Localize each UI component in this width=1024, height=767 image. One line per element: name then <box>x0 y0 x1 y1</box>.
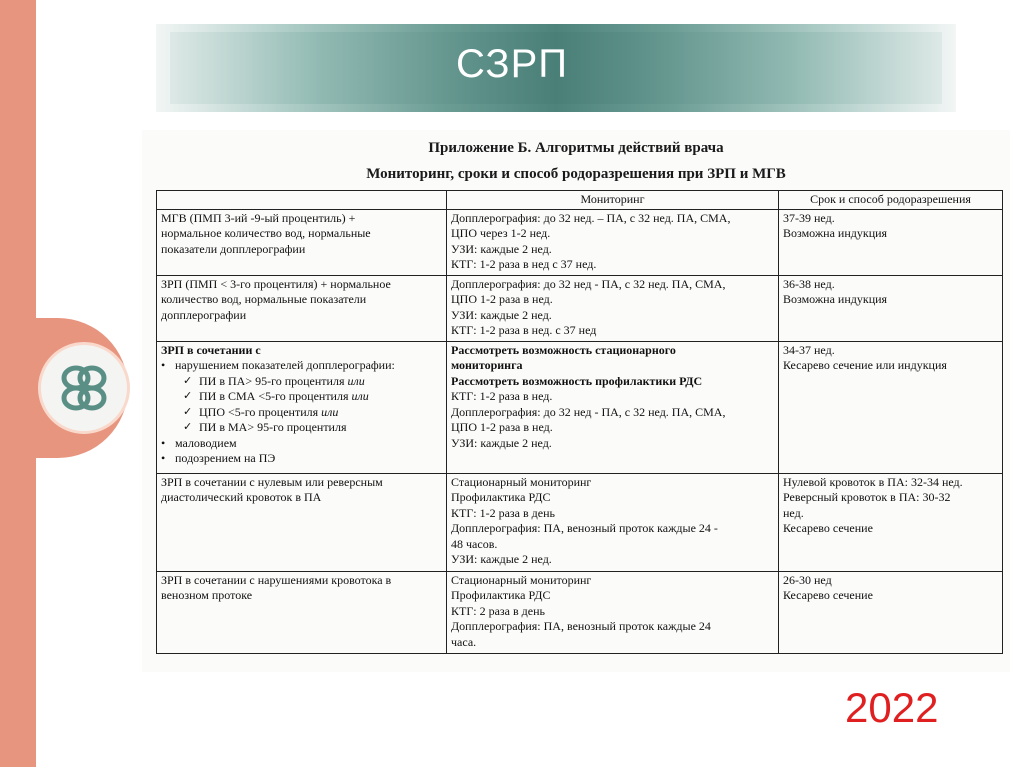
delivery-cell <box>779 473 1003 571</box>
cell-line: Возможна индукция <box>783 226 888 240</box>
check-text: ПИ в СМА <5-го процентиля <box>199 389 349 403</box>
table-header-row <box>157 191 1003 210</box>
cell-line: КТГ: 1-2 раза в нед с 37 нед. <box>451 257 597 271</box>
document-subheading: Мониторинг, сроки и способ родоразрешения при ЗРП и МГВ <box>366 166 786 182</box>
condition-cell <box>157 275 447 341</box>
cell-line: нормальное количество вод, нормальные <box>161 226 371 240</box>
cell-line: ЗРП в сочетании с нулевым или реверсным <box>161 474 383 489</box>
column-header-delivery: Срок и способ родоразрешения <box>779 191 1003 210</box>
cell-line: КТГ: 1-2 раза в день <box>451 505 555 520</box>
cell-line: УЗИ: каждые 2 нед. <box>451 552 552 566</box>
monitoring-cell <box>447 275 779 341</box>
cell-line: Стационарный мониторинг <box>451 572 592 587</box>
table-row <box>157 341 1003 473</box>
delivery-cell <box>779 571 1003 653</box>
cell-line: Кесарево сечение или индукция <box>783 358 947 372</box>
check-item <box>161 374 442 390</box>
cell-line: УЗИ: каждые 2 нед. <box>451 435 552 450</box>
cell-line: количество вод, нормальные показатели <box>161 292 367 306</box>
cell-line: МГВ (ПМП 3-ий -9-ый процентиль) + <box>161 210 356 225</box>
cell-line: Рассмотреть возможность профилактики РДС <box>451 373 703 388</box>
cell-line: УЗИ: каждые 2 нед. <box>451 307 552 322</box>
cell-line: показатели допплерографии <box>161 241 306 256</box>
cell-line: Допплерография: до 32 нед. – ПА, с 32 нед. ПА, СМА, <box>451 210 731 225</box>
monitoring-cell <box>447 571 779 653</box>
cell-line: Допплерография: ПА, венозный проток каждые 24 - <box>451 521 718 535</box>
check-text: ПИ в ПА> 95-го процентиля <box>199 373 345 388</box>
slide-title: СЗРП <box>455 42 569 86</box>
cell-line: Кесарево сечение <box>783 521 873 535</box>
cell-line: Рассмотреть возможность стационарного <box>451 342 676 357</box>
cell-line: ЦПО через 1-2 нед. <box>451 226 551 240</box>
monitoring-cell <box>447 209 779 275</box>
bullet-item: • нарушением показателей допплерографии: <box>161 358 442 374</box>
cell-line: Возможна индукция <box>783 292 888 306</box>
cell-line: Допплерография: до 32 нед - ПА, с 32 нед. ПА, СМА, <box>451 276 726 291</box>
cell-line: Нулевой кровоток в ПА: 32-34 нед. <box>783 474 963 489</box>
cell-line: часа. <box>451 634 477 649</box>
check-text: ПИ в МА> 95-го процентиля <box>199 420 347 434</box>
cell-line: Реверсный кровоток в ПА: 30-32 <box>783 490 951 504</box>
year-label: 2022 <box>845 684 939 731</box>
cell-line: 26-30 нед <box>783 572 832 587</box>
cell-line: Кесарево сечение <box>783 588 873 602</box>
check-item <box>161 389 442 405</box>
cell-line: мониторинга <box>451 358 523 372</box>
check-item <box>161 420 442 436</box>
bullet-item: • подозрением на ПЭ <box>161 451 442 467</box>
cell-line: венозном протоке <box>161 588 253 602</box>
delivery-cell <box>779 341 1003 473</box>
monitoring-cell <box>447 341 779 473</box>
cell-line: ЗРП в сочетании с нарушениями кровотока в <box>161 572 392 587</box>
cell-line: Стационарный мониторинг <box>451 474 592 489</box>
logo-icon <box>38 342 130 434</box>
condition-cell <box>157 209 447 275</box>
cell-line: ЦПО 1-2 раза в нед. <box>451 292 553 306</box>
delivery-cell <box>779 209 1003 275</box>
cell-line: КТГ: 2 раза в день <box>451 603 545 618</box>
cell-line: 34-37 нед. <box>783 342 835 357</box>
table-row <box>157 275 1003 341</box>
document-heading: Приложение Б. Алгоритмы действий врача <box>428 140 724 156</box>
check-suffix: или <box>321 404 339 419</box>
check-item <box>161 405 442 421</box>
knot-icon <box>54 358 114 418</box>
cell-line: ЗРП (ПМП < 3-го процентиля) + нормальное <box>161 276 391 291</box>
condition-cell <box>157 341 447 473</box>
cell-line: диастолический кровоток в ПА <box>161 490 322 504</box>
cell-line: УЗИ: каждые 2 нед. <box>451 241 552 256</box>
cell-line: Допплерография: до 32 нед - ПА, с 32 нед. ПА, СМА, <box>451 404 726 419</box>
cell-line: ЗРП в сочетании с <box>161 342 261 357</box>
algorithm-table <box>156 190 1003 654</box>
check-suffix: или <box>347 373 365 388</box>
cell-line: Допплерография: ПА, венозный проток каждые 24 <box>451 619 711 633</box>
cell-line: 36-38 нед. <box>783 276 835 291</box>
column-header <box>157 191 447 210</box>
table-row <box>157 473 1003 571</box>
column-header-monitoring: Мониторинг <box>447 191 779 210</box>
cell-line: ЦПО 1-2 раза в нед. <box>451 420 553 434</box>
condition-cell <box>157 571 447 653</box>
cell-line: 37-39 нед. <box>783 210 835 225</box>
check-suffix: или <box>351 389 369 403</box>
cell-line: допплерографии <box>161 307 247 322</box>
bullet-item: • маловодием <box>161 436 442 452</box>
check-text: ЦПО <5-го процентиля <box>199 404 319 419</box>
condition-cell <box>157 473 447 571</box>
cell-line: КТГ: 1-2 раза в нед. с 37 нед <box>451 323 597 337</box>
cell-line: Профилактика РДС <box>451 588 551 602</box>
table-row <box>157 571 1003 653</box>
delivery-cell <box>779 275 1003 341</box>
document-scan <box>142 130 1010 672</box>
table-row <box>157 209 1003 275</box>
monitoring-cell <box>447 473 779 571</box>
cell-line: 48 часов. <box>451 536 498 551</box>
cell-line: нед. <box>783 505 804 520</box>
cell-line: КТГ: 1-2 раза в нед. <box>451 389 553 403</box>
cell-line: Профилактика РДС <box>451 490 551 504</box>
